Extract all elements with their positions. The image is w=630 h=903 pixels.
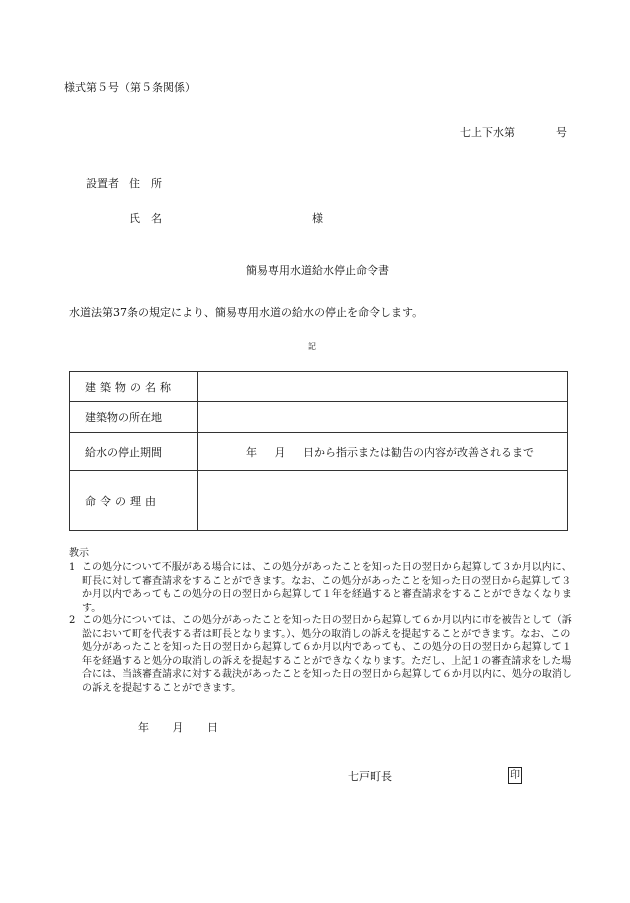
document-number-suffix: 号 — [556, 126, 567, 139]
notice-item-number: 2 — [69, 615, 76, 626]
recipient-address-label: 住 所 — [129, 177, 162, 190]
building-location-value — [198, 402, 568, 433]
notice-item-number: 1 — [69, 562, 76, 573]
notice-item-text: この処分については、この処分があったことを知った日の翌日から起算して６か月以内に市を被告として（訴訟において町を代表する者は町長となります。）、処分の取消しの訴えを提起することができます。なお、この処分があったことを知った日の翌日から起算して６か月以内であっても、この処分の日の翌日から起算して１年を経過すると処分の取消しの訴えを提起することができなくなります。ただし、上記１の審査請求をした場合には、当該審査請求に対する裁決があったことを知った日の翌日から起算して６か月以内に、処分の取消しの訴えを提起することができます。 — [82, 615, 572, 694]
document-number-prefix: 七上下水第 — [460, 126, 515, 139]
order-reason-value — [198, 471, 568, 531]
building-name-value — [198, 372, 568, 402]
ki-marker: 記 — [308, 342, 316, 351]
recipient-honorific: 様 — [312, 212, 323, 225]
issue-date-year: 年 — [138, 721, 149, 734]
suspension-year: 年 — [246, 445, 257, 459]
order-reason-label: 命令の理由 — [70, 471, 198, 531]
suspension-period-value — [198, 433, 568, 471]
issue-date-day: 日 — [207, 721, 218, 734]
form-number: 様式第５号（第５条関係） — [64, 81, 196, 94]
issue-date — [138, 721, 218, 735]
suspension-month: 月 — [274, 445, 286, 459]
suspension-rest: 日から指示または勧告の内容が改善されるまで — [303, 445, 534, 459]
lead-text: 水道法第37条の規定により、簡易専用水道の給水の停止を命令します。 — [69, 306, 424, 319]
document-title: 簡易専用水道給水停止命令書 — [246, 264, 389, 277]
issuer-name: 七戸町長 — [348, 770, 392, 783]
table-row — [70, 372, 568, 402]
notice-item — [69, 614, 579, 695]
building-name-label: 建築物の名称 — [70, 372, 198, 402]
details-table — [69, 371, 568, 531]
seal-mark: 印 — [508, 767, 522, 784]
table-row — [70, 433, 568, 471]
suspension-period-label: 給水の停止期間 — [70, 433, 198, 471]
building-location-label: 建築物の所在地 — [70, 402, 198, 433]
recipient-role: 設置者 — [86, 177, 119, 190]
table-row — [70, 402, 568, 433]
notice-item-text: この処分について不服がある場合には、この処分があったことを知った日の翌日から起算して３か月以内に、町長に対して審査請求をすることができます。なお、この処分があったことを知った日の翌日から起算して３か月以内であってもこの処分の日の翌日から起算して１年を経過すると審査請求をすることができなくなります。 — [82, 562, 572, 614]
notice-item — [69, 561, 579, 615]
recipient-name-label: 氏 名 — [129, 212, 162, 225]
issue-date-month: 月 — [172, 721, 184, 734]
notice-heading: 教示 — [69, 548, 89, 559]
table-row — [70, 471, 568, 531]
